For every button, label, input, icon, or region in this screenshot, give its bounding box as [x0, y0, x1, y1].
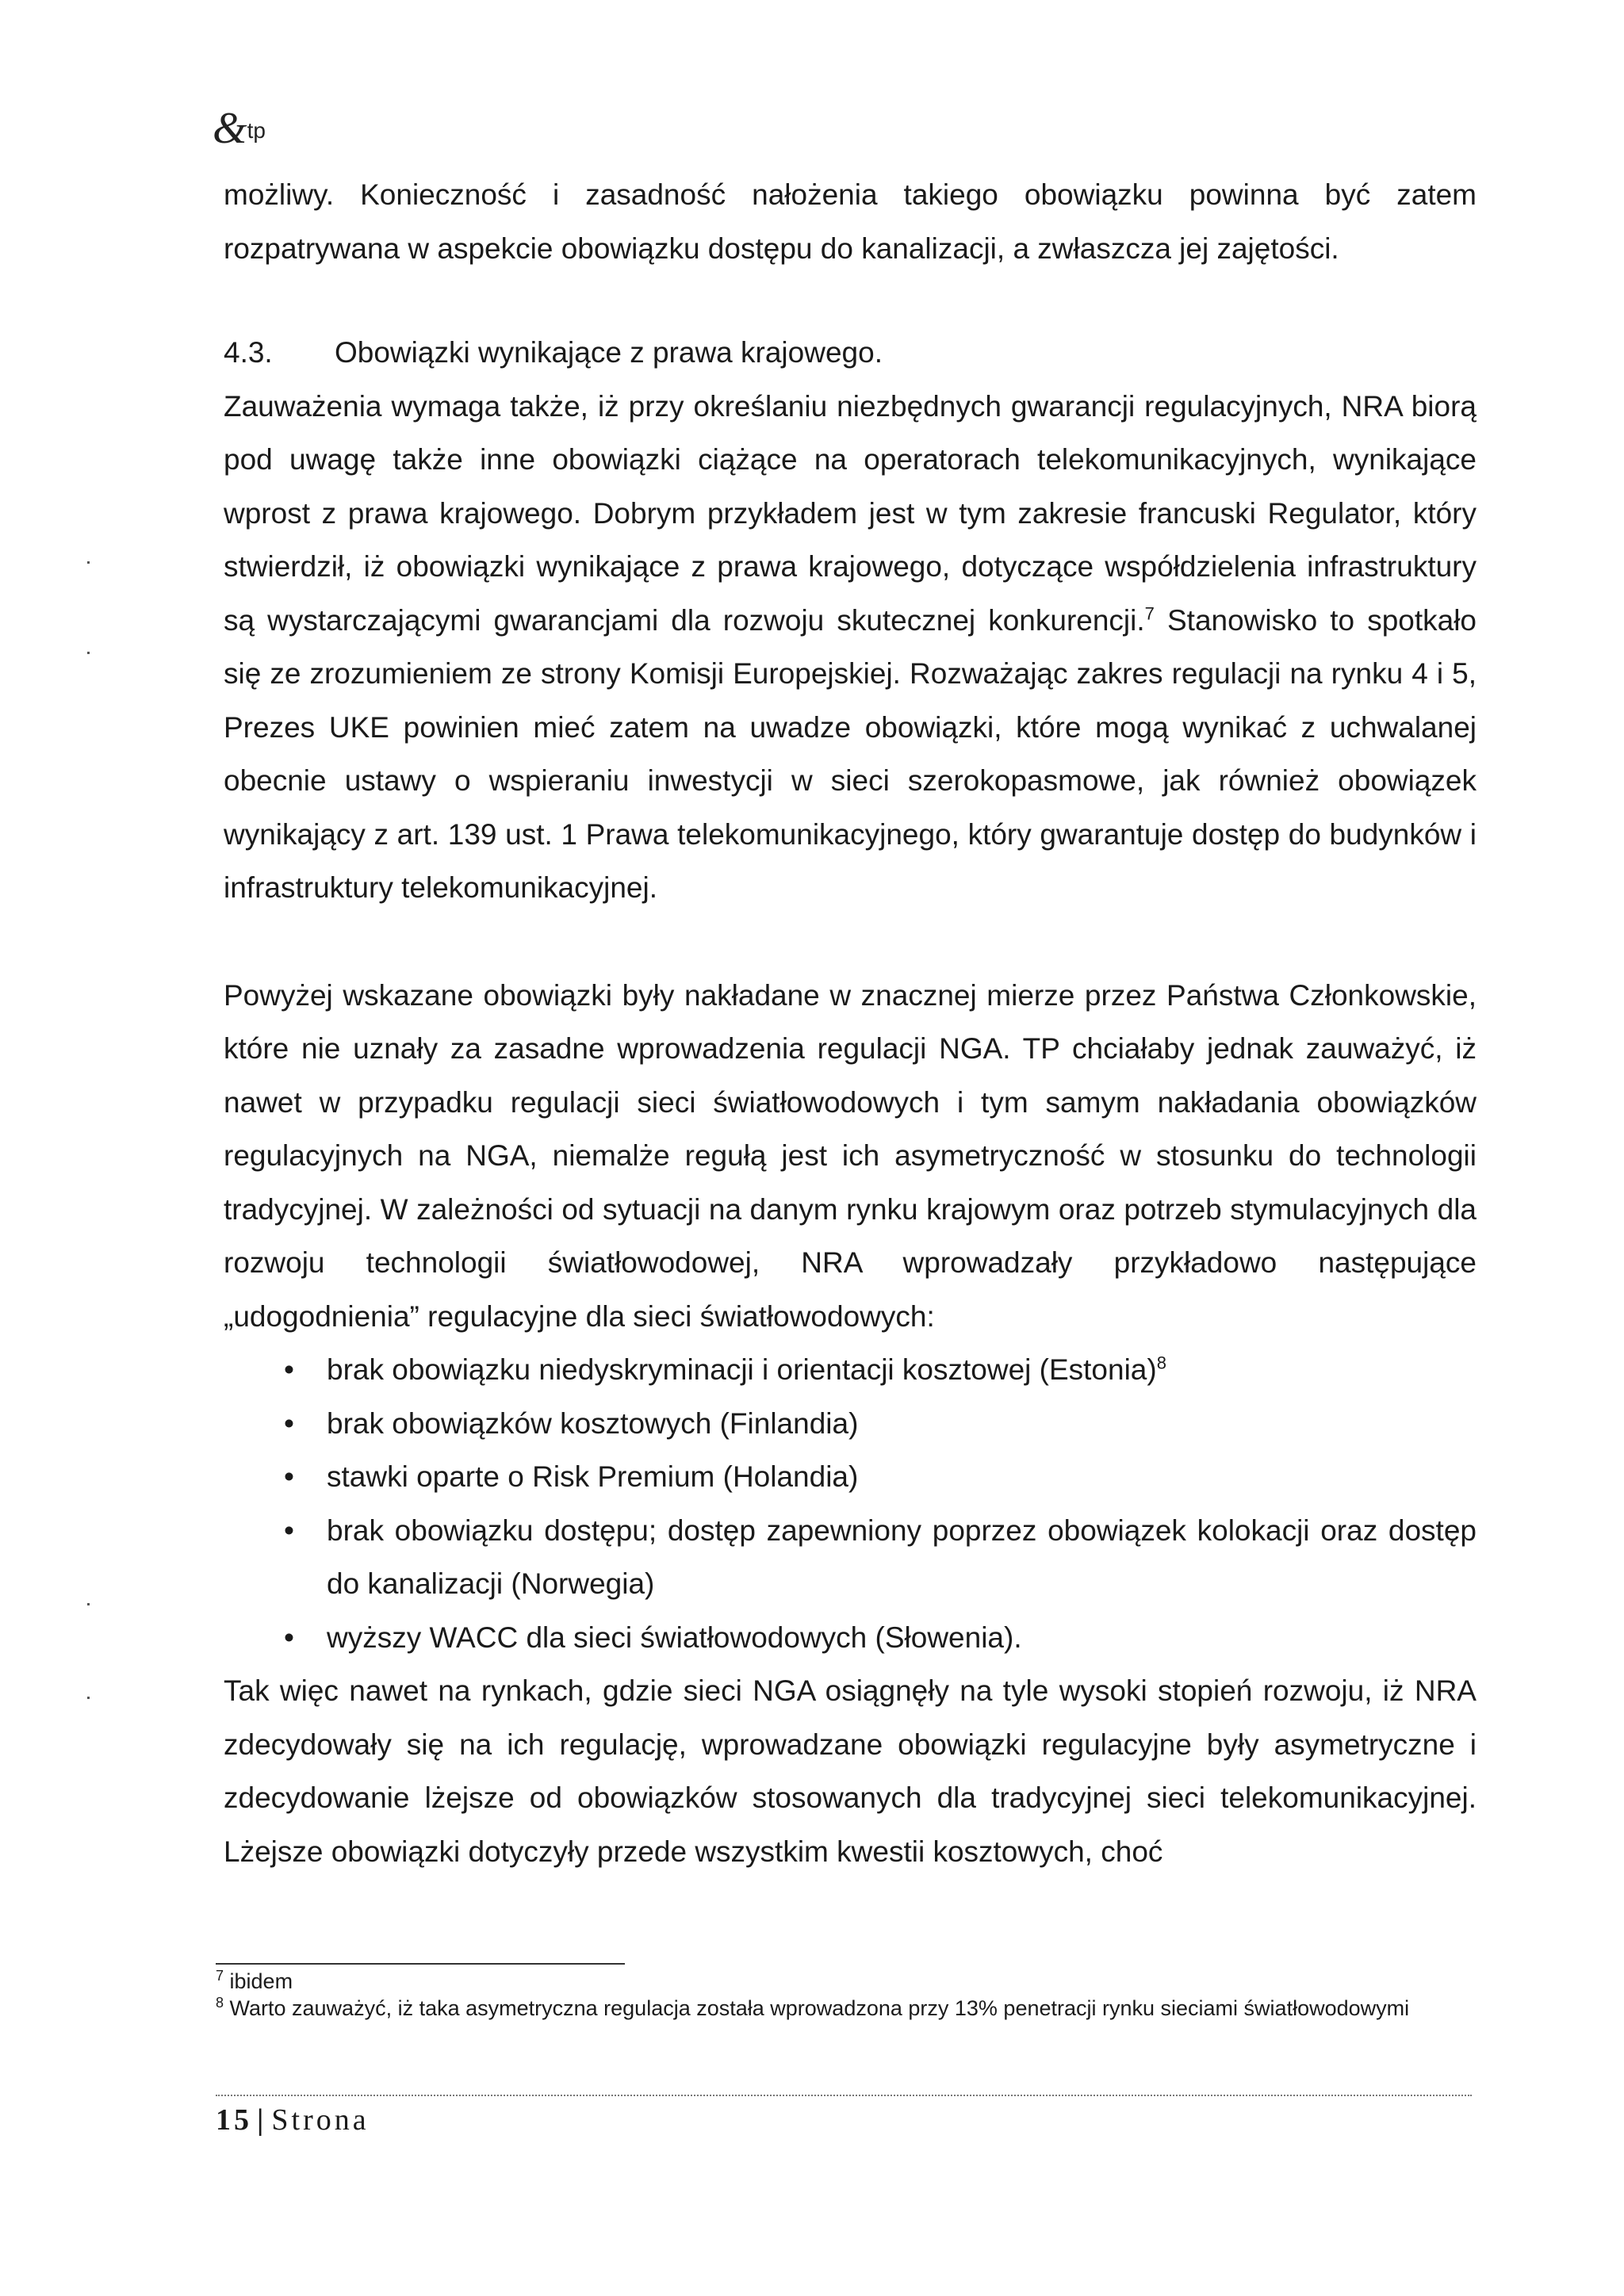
bullet-icon: •: [284, 1621, 294, 1654]
scan-mark: [87, 1603, 90, 1605]
bullet-list: [224, 1343, 1477, 1664]
footnote-8: [216, 1995, 1469, 2022]
bullet-icon: •: [284, 1460, 294, 1493]
logo-ampersand: &: [213, 104, 247, 153]
footnote-number: 7: [216, 1968, 224, 1984]
paragraph-2: [224, 380, 1477, 915]
list-item-text: stawki oparte o Risk Premium (Holandia): [327, 1460, 859, 1493]
section-title: Obowiązki wynikające z prawa krajowego.: [335, 336, 883, 369]
section-heading: [224, 326, 1477, 380]
list-item-text: wyższy WACC dla sieci światłowodowych (Słowenia).: [327, 1621, 1022, 1654]
page-footer: [216, 2103, 370, 2137]
paragraph-3: Powyżej wskazane obowiązki były nakładane w znacznej mierze przez Państwa Członkowskie, które nie uznały za zasadne wprowadzenia regulacji NGA. TP chciałaby jednak zauważyć, iż nawet w przypadku regulacji sieci światłowodowych i tym samym nakładania obowiązków regulacyjnych na NGA, niemalże regułą jest ich asymetryczność w stosunku do technologii tradycyjnej. W zależności od sytuacji na danym rynku krajowym oraz potrzeb stymulacyjnych dla rozwoju technologii światłowodowej, NRA wprowadzały przykładowo następujące „udogodnienia” regulacyjne dla sieci światłowodowych:: [224, 978, 1477, 1333]
list-item: [224, 1343, 1477, 1397]
footer-divider: [216, 2095, 1472, 2096]
footnote-number: 8: [216, 1995, 224, 2011]
footnote-text: ibidem: [224, 1969, 293, 1993]
footer-separator: |: [257, 2103, 267, 2137]
page-label: Strona: [271, 2103, 370, 2137]
footnote-text: Warto zauważyć, iż taka asymetryczna regulacja została wprowadzona przy 13% penetracji rynku sieciami światłowodowymi: [224, 1996, 1410, 2020]
list-item-text: brak obowiązków kosztowych (Finlandia): [327, 1406, 859, 1440]
footnote-7: [216, 1968, 1469, 1995]
spacer: [224, 915, 1477, 969]
document-body: [224, 168, 1477, 1878]
list-item: [224, 1450, 1477, 1504]
bullet-icon: •: [284, 1513, 294, 1547]
list-item: [224, 1397, 1477, 1451]
bullet-icon: •: [284, 1353, 294, 1386]
footnote-ref-8[interactable]: 8: [1156, 1353, 1166, 1373]
list-item: [224, 1504, 1477, 1611]
footnotes: [216, 1963, 1469, 2022]
page-number: 15: [216, 2103, 252, 2137]
scan-mark: [87, 561, 90, 564]
list-item-text: brak obowiązku dostępu; dostęp zapewniony poprzez obowiązek kolokacji oraz dostęp do kanalizacji (Norwegia): [327, 1513, 1477, 1600]
paragraph-2-part-b: Stanowisko to spotkało się ze zrozumieniem ze strony Komisji Europejskiej. Rozważając zakres regulacji na rynku 4 i 5, Prezes UKE powinien mieć zatem na uwadze obowiązki, które mogą wynikać z uchwalanej obecnie ustawy o wspieraniu inwestycji w sieci szerokopasmowe, jak również obowiązek wynikający z art. 139 ust. 1 Prawa telekomunikacyjnego, który gwarantuje dostęp do budynków i infrastruktury telekomunikacyjnej.: [224, 603, 1477, 904]
scan-mark: [87, 1697, 90, 1699]
footnote-ref-7[interactable]: 7: [1144, 603, 1155, 624]
bullet-icon: •: [284, 1406, 294, 1440]
paragraph-2-part-a: Zauważenia wymaga także, iż przy określaniu niezbędnych gwarancji regulacyjnych, NRA biorą pod uwagę także inne obowiązki ciążące na operatorach telekomunikacyjnych, wynikające wprost z prawa krajowego. Dobrym przykładem jest w tym zakresie francuski Regulator, który stwierdził, iż obowiązki wynikające z prawa krajowego, dotyczące współdzielenia infrastruktury są wystarczającymi gwarancjami dla rozwoju skutecznej konkurencji.: [224, 389, 1477, 637]
paragraph-1: możliwy. Konieczność i zasadność nałożenia takiego obowiązku powinna być zatem rozpatrywana w aspekcie obowiązku dostępu do kanalizacji, a zwłaszcza jej zajętości.: [224, 178, 1477, 265]
section-number: 4.3.: [224, 336, 273, 369]
spacer: [224, 275, 1477, 326]
scan-mark: [87, 652, 90, 654]
list-item: [224, 1611, 1477, 1665]
company-logo: [213, 103, 266, 154]
list-item-text: brak obowiązku niedyskryminacji i orientacji kosztowej (Estonia): [327, 1353, 1157, 1386]
paragraph-4: Tak więc nawet na rynkach, gdzie sieci NGA osiągnęły na tyle wysoki stopień rozwoju, iż NRA zdecydowały się na ich regulację, wprowadzane obowiązki regulacyjne były asymetryczne i zdecydowanie lżejsze od obowiązków stosowanych dla tradycyjnej sieci telekomunikacyjnej. Lżejsze obowiązki dotyczyły przede wszystkim kwestii kosztowych, choć: [224, 1674, 1477, 1868]
footnote-divider: [216, 1963, 625, 1965]
logo-tp: tp: [247, 118, 266, 143]
